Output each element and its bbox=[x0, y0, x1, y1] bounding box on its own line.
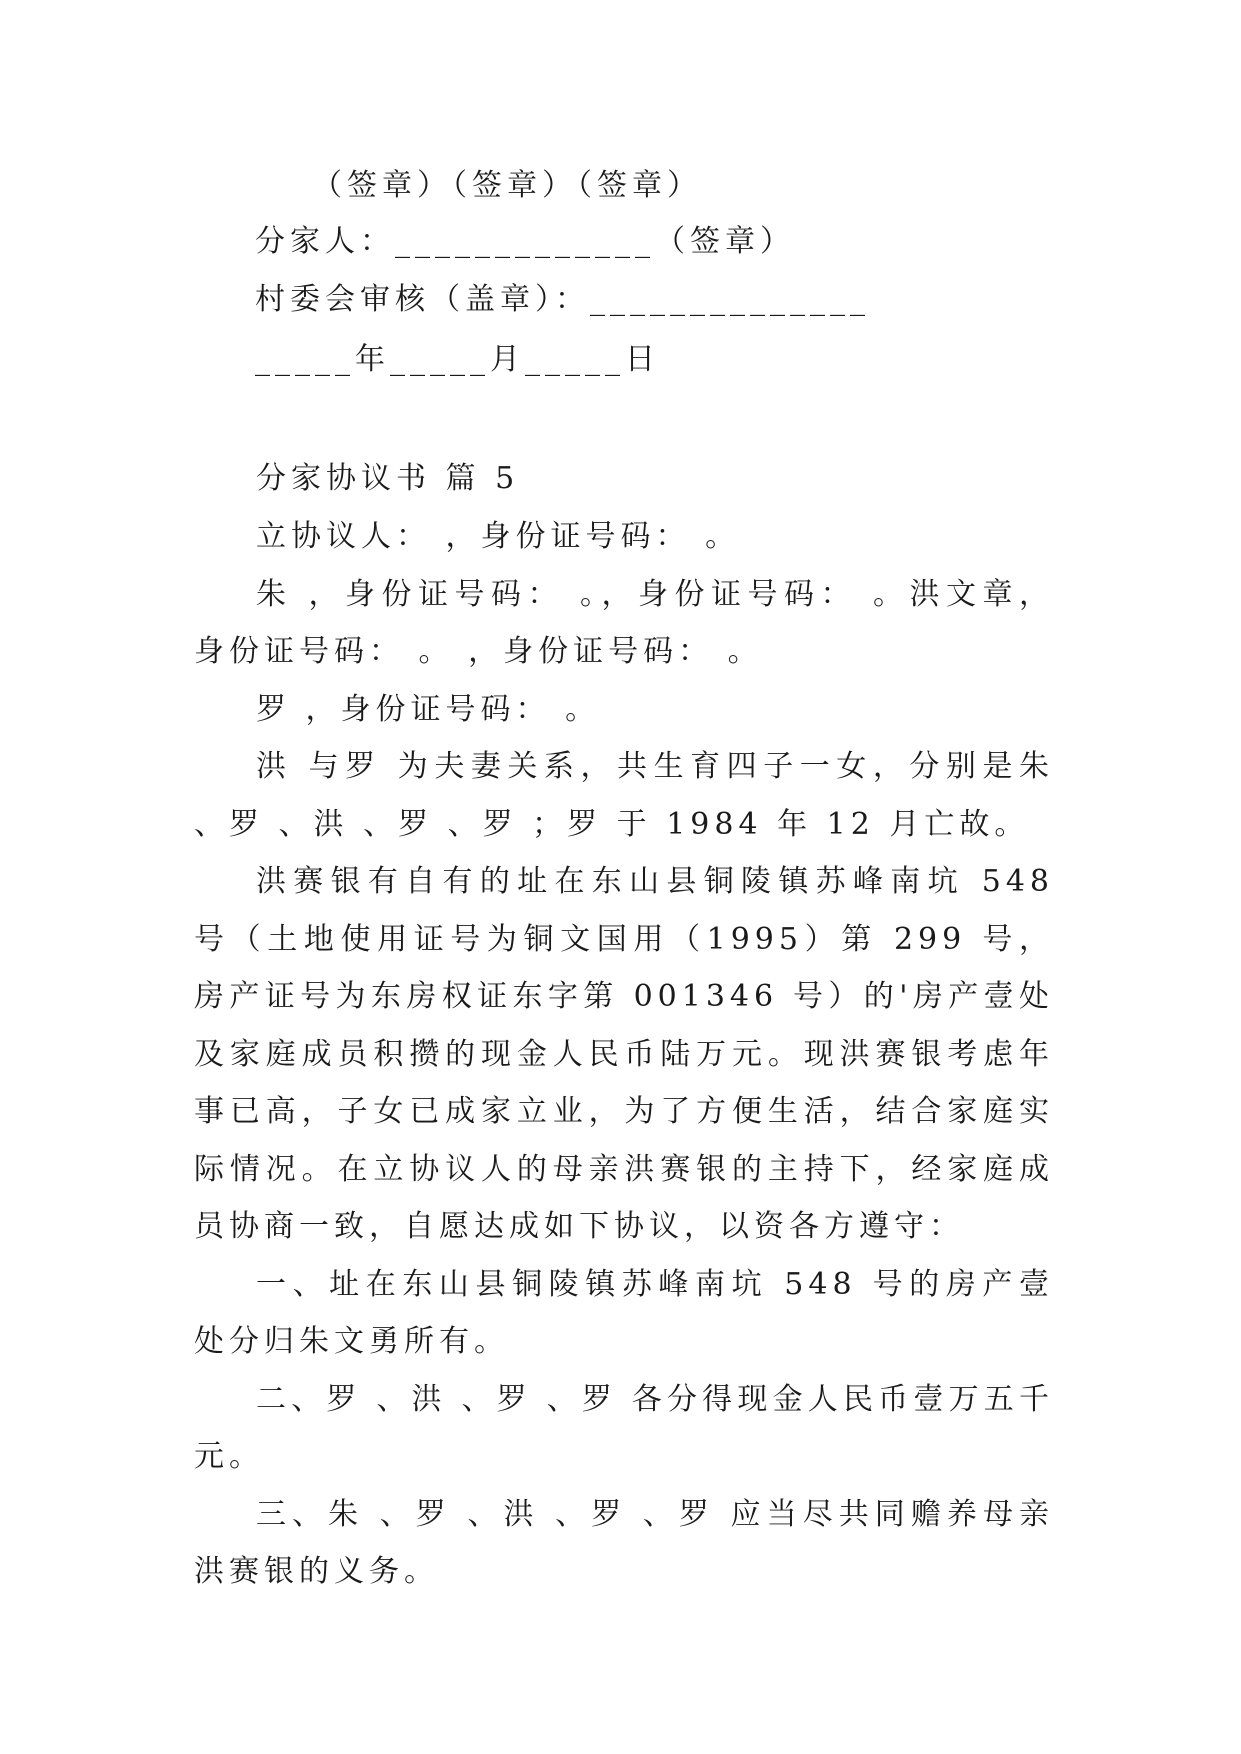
village-committee-review-line: 村委会审核（盖章）：______________ bbox=[255, 282, 870, 317]
paragraph-clause-two: 二、罗 、洪 、罗 、罗 各分得现金人民币壹万五千元。 bbox=[194, 1381, 1054, 1474]
paragraph-property-background: 洪赛银有自有的址在东山县铜陵镇苏峰南坑 548 号（土地使用证号为铜文国用（1995）第 299 号，房产证号为东房权证东字第 001346 号）的'房产壹处及家庭成员积攒的现金人民币陆万元。现洪赛银考虑年事已高，子女已成家立业，为了方便生活，结合家庭实际情况。在立协议人的母亲洪赛银的主持下，经家庭成员协商一致，自愿达成如下协议，以资各方遵守： bbox=[194, 864, 1054, 1244]
signature-row: （签章）（签章）（签章） bbox=[312, 168, 702, 203]
paragraph-clause-one: 一、址在东山县铜陵镇苏峰南坑 548 号的房产壹处分归朱文勇所有。 bbox=[194, 1266, 1054, 1359]
agreement-title: 分家协议书 篇 5 bbox=[256, 461, 520, 496]
agreement-title-block bbox=[194, 450, 1054, 508]
paragraph-id-list: 朱 ，身份证号码： 。，身份证号码： 。洪文章，身份证号码： 。 ，身份证号码： 。 bbox=[194, 576, 1054, 669]
paragraph-family-relations: 洪 与罗 为夫妻关系，共生育四子一女，分别是朱 、罗 、洪 、罗 、罗 ；罗 于 1984 年 12 月亡故。 bbox=[194, 749, 1054, 842]
paragraph-clause-three: 三、朱 、罗 、洪 、罗 、罗 应当尽共同赡养母亲洪赛银的义务。 bbox=[194, 1496, 1054, 1589]
paragraph-parties: 立协议人： ，身份证号码： 。 bbox=[256, 519, 741, 554]
paragraph-luo-id: 罗 ，身份证号码： 。 bbox=[256, 691, 601, 727]
date-line: _____年_____月_____日 bbox=[255, 342, 660, 377]
agreement-body bbox=[194, 508, 1054, 1601]
fenjia-signature-line: 分家人：_____________（签章） bbox=[255, 224, 795, 259]
